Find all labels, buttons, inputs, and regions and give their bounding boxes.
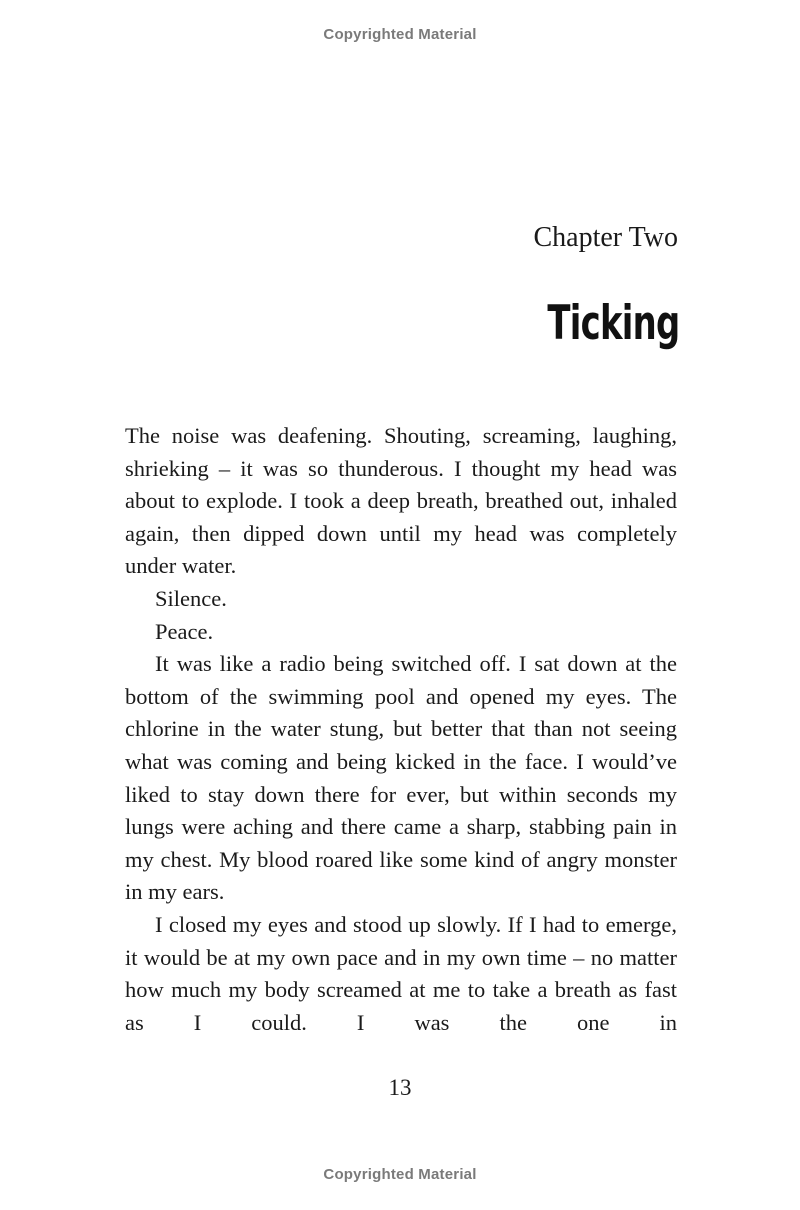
page-number: 13 xyxy=(388,1075,412,1100)
paragraph-2: Silence. xyxy=(155,585,227,611)
chapter-label: Chapter Two xyxy=(533,222,678,253)
copyright-watermark-top: Copyrighted Material xyxy=(323,26,477,43)
copyright-watermark-bottom: Copyrighted Material xyxy=(323,1166,477,1183)
chapter-title: Ticking xyxy=(547,296,680,351)
paragraph-4: It was like a radio being switched off. I sat down at the bottom of the swimming pool and opened my eyes. The chlorine in the water stung, but better that than not seeing what was coming and being kicked in the face. I would’ve liked to stay down there for ever, but within seconds my lungs were aching and there came a sharp, stabbing pain in my chest. My blood roared like some kind of angry monster in my ears. xyxy=(125,651,677,905)
paragraph-3: Peace. xyxy=(155,618,214,644)
paragraph-1: The noise was deafening. Shouting, screaming, laughing, shrieking – it was so thunderous. I thought my head was about to explode. I took a deep breath, breathed out, inhaled again, then dipped down until my head was completely under water. xyxy=(125,423,677,579)
chapter-body-text xyxy=(125,420,677,1039)
paragraph-5: I closed my eyes and stood up slowly. If I had to emerge, it would be at my own pace and in my own time – no matter how much my body screamed at me to take a breath as fast as I could. I was the one in xyxy=(125,911,677,1035)
